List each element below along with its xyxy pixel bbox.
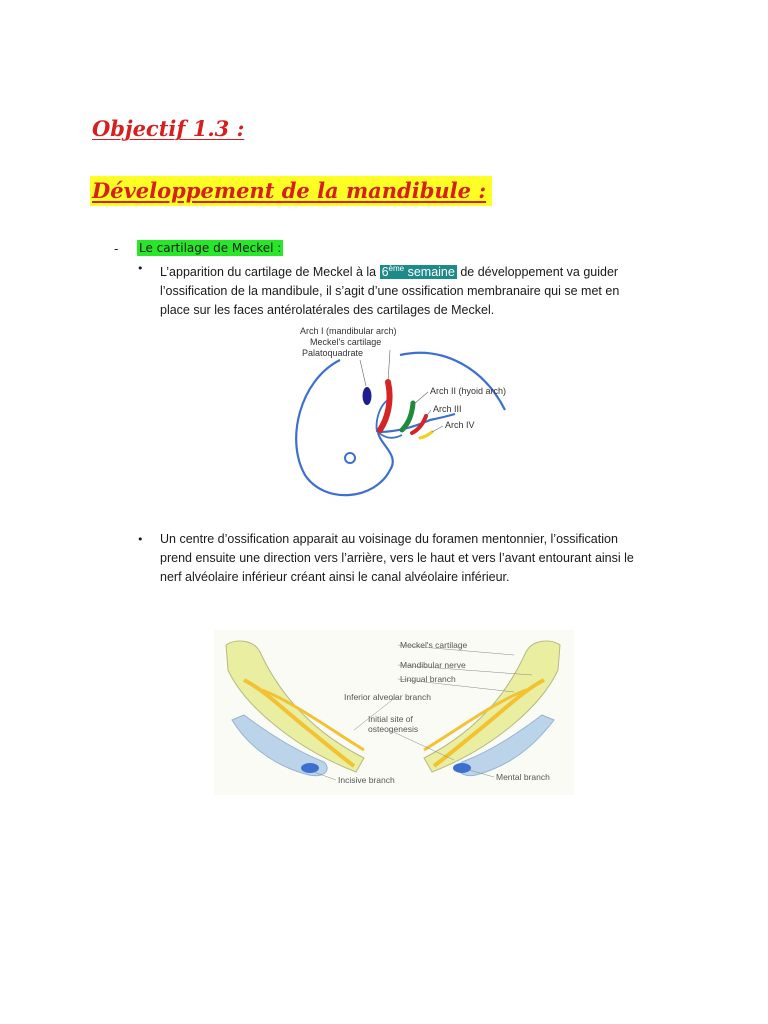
label-arch-1: Arch I (mandibular arch) [300, 326, 397, 336]
label-initial-site: Initial site of [368, 714, 413, 724]
label-inferior-alveolar-branch: Inferior alveolar branch [344, 692, 431, 702]
bullet-2-line-1: Un centre d’ossification apparait au voisinage du foramen mentonnier, l’ossification [160, 532, 618, 546]
label-arch-3: Arch III [433, 404, 462, 414]
palatoquadrate-mark [363, 387, 372, 405]
subsection-label: Le cartilage de Meckel : [139, 241, 282, 255]
label-arch-2: Arch II (hyoid arch) [430, 386, 507, 396]
arch-4-mark [420, 432, 432, 438]
bullet-1-line-1: L’apparition du cartilage de Meckel à la 6ème semaine de développement va guider [160, 264, 619, 280]
label-arch-4: Arch IV [445, 420, 475, 430]
label-mandibular-nerve: Mandibular nerve [400, 660, 466, 670]
label-meckels-cartilage: Meckel's cartilage [310, 337, 382, 347]
bullet-2-paragraph [160, 530, 720, 587]
bullet-icon: • [137, 262, 144, 275]
label-osteogenesis: osteogenesis [368, 724, 419, 734]
embryo-outline [296, 360, 455, 495]
label-incisive-branch: Incisive branch [338, 775, 395, 785]
right-ossification-site [453, 763, 471, 773]
highlighted-week: 6ème semaine [381, 264, 455, 280]
bullet-1-line-3: place sur les faces antérolatérales des cartilages de Meckel. [160, 303, 495, 318]
section-heading: Développement de la mandibule : [90, 176, 492, 206]
eye-placode [345, 453, 355, 463]
label-lingual-branch: Lingual branch [400, 674, 456, 684]
label-palatoquadrate: Palatoquadrate [302, 348, 364, 358]
bullet-2-line-3: nerf alvéolaire inférieur créant ainsi le canal alvéolaire inférieur. [160, 570, 510, 584]
bullet-icon: • [137, 533, 144, 546]
label-meckels-cartilage: Meckel's cartilage [400, 640, 468, 650]
left-ossification-site [301, 763, 319, 773]
bullet-1-paragraph [160, 259, 720, 320]
objective-title: Objectif 1.3 : [92, 116, 245, 141]
pharyngeal-arches-diagram [280, 320, 510, 510]
mandible-ossification-diagram [214, 630, 574, 795]
bullet-1-line-2: l’ossification de la mandibule, il s’agit d’une ossification membranaire qui se met en [160, 284, 620, 299]
bullet-2-line-2: prend ensuite une direction vers l’arrière, vers le haut et vers l’avant entourant ainsi le [160, 551, 634, 565]
label-mental-branch: Mental branch [496, 772, 550, 782]
embryo-dorsal-outline [400, 353, 505, 410]
list-dash: - [114, 242, 119, 256]
